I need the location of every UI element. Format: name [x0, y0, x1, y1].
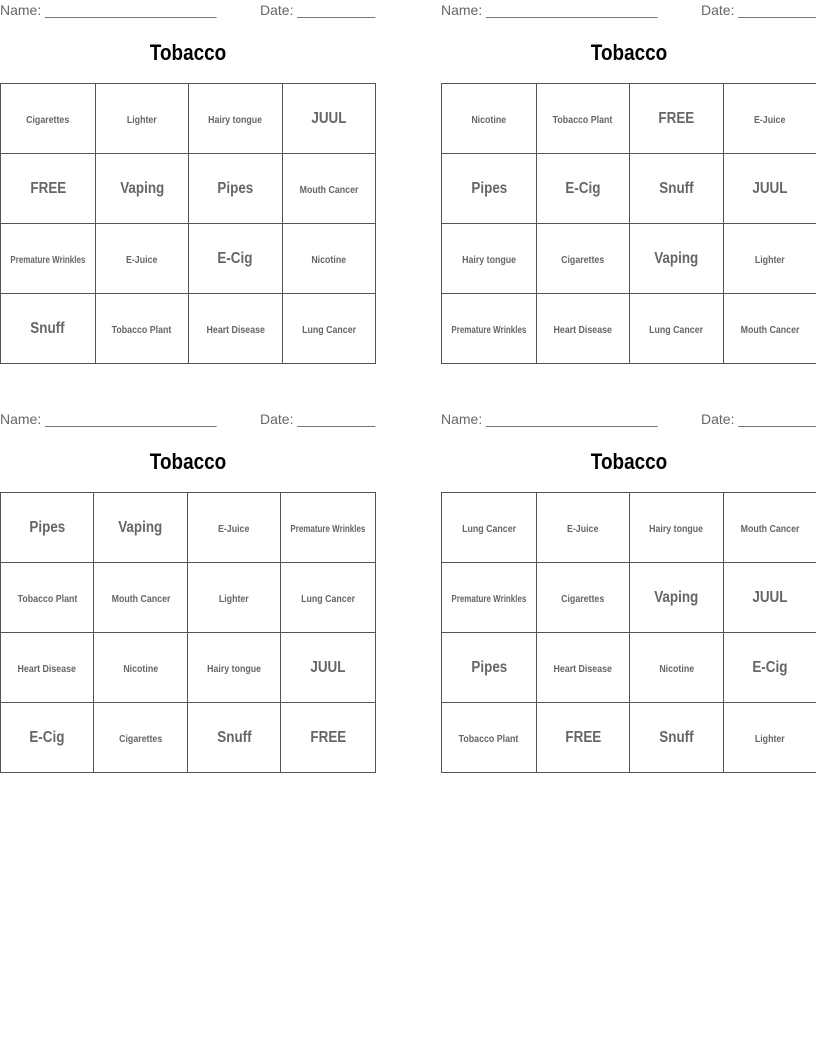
cell-label: Vaping [119, 179, 164, 197]
cell-label: E-Juice [754, 113, 786, 126]
bingo-cell [1, 563, 94, 633]
cell-label: E-Juice [218, 522, 250, 535]
bingo-cell [95, 224, 188, 294]
bingo-cell [723, 294, 816, 364]
bingo-cell [630, 703, 723, 773]
name-label: Name: [441, 411, 483, 427]
bingo-cell [536, 154, 629, 224]
date-line: __________ [297, 411, 376, 427]
name-line: ______________________ [45, 2, 217, 18]
grid-row [442, 84, 816, 154]
cell-label: Hairy tongue [461, 253, 516, 266]
cell-label: Pipes [470, 179, 507, 197]
bingo-cell [442, 154, 537, 224]
cell-label: Snuff [659, 728, 694, 746]
cell-label: Cigarettes [561, 253, 605, 266]
bingo-cell [1, 154, 96, 224]
grid-row [442, 633, 816, 703]
bingo-cell [630, 294, 723, 364]
bingo-cell [723, 633, 816, 703]
bingo-cell [536, 84, 629, 154]
cell-label: JUUL [752, 179, 788, 197]
grid-row [1, 84, 376, 154]
bingo-cell [630, 154, 723, 224]
cell-label: Lung Cancer [649, 323, 704, 336]
cell-label: Hairy tongue [208, 113, 263, 126]
cell-label: Vaping [654, 588, 699, 606]
bingo-cell [442, 84, 537, 154]
cell-label: E-Juice [567, 522, 599, 535]
bingo-cell [282, 224, 375, 294]
cell-label: Nicotine [658, 662, 694, 675]
grid-row [1, 154, 376, 224]
bingo-cell [536, 294, 629, 364]
cell-label: Tobacco Plant [112, 323, 172, 336]
bingo-card-4 [441, 409, 816, 789]
bingo-cell [1, 84, 96, 154]
bingo-cell [1, 493, 94, 563]
bingo-cell [442, 633, 537, 703]
bingo-cell [442, 294, 537, 364]
bingo-cell [723, 703, 816, 773]
name-line: ______________________ [45, 411, 217, 427]
cell-label: Cigarettes [26, 113, 70, 126]
bingo-cell [281, 493, 376, 563]
bingo-cell [442, 703, 537, 773]
cell-label: Snuff [216, 728, 252, 746]
cell-label: Snuff [659, 179, 694, 197]
grid-row [1, 294, 376, 364]
date-field [260, 2, 375, 18]
cell-label: E-Juice [126, 253, 158, 266]
grid-row [1, 703, 376, 773]
cell-label: Mouth Cancer [740, 323, 800, 336]
cell-label: Pipes [470, 658, 507, 676]
cell-label: Vaping [654, 249, 699, 267]
date-label: Date: [260, 411, 294, 427]
bingo-grid [0, 83, 376, 364]
cell-label: Mouth Cancer [299, 183, 359, 196]
date-label: Date: [701, 2, 735, 18]
bingo-cell [630, 563, 723, 633]
bingo-cell [536, 563, 629, 633]
bingo-grid [0, 492, 376, 773]
bingo-cell [187, 633, 280, 703]
cell-label: Lung Cancer [461, 522, 516, 535]
cell-label: FREE [29, 179, 66, 197]
bingo-cell [630, 633, 723, 703]
bingo-cell [189, 154, 282, 224]
cell-label: Tobacco Plant [459, 732, 519, 745]
grid-row [442, 563, 816, 633]
cell-label: Heart Disease [553, 662, 613, 675]
card-title: Tobacco [149, 449, 227, 474]
card-title: Tobacco [590, 40, 668, 65]
date-field [260, 411, 375, 427]
card-title: Tobacco [590, 449, 668, 474]
cell-label: FREE [565, 728, 601, 746]
grid-row [442, 493, 816, 563]
cell-label: Lighter [754, 732, 785, 745]
cell-label: Hairy tongue [207, 662, 261, 675]
card-header [0, 411, 376, 429]
cell-label: Mouth Cancer [111, 592, 171, 605]
cell-label: Tobacco Plant [17, 592, 78, 605]
bingo-cell [94, 633, 187, 703]
bingo-cell [187, 563, 280, 633]
bingo-cell [189, 294, 282, 364]
grid-row [1, 493, 376, 563]
cell-label: Premature Wrinkles [451, 324, 527, 336]
bingo-card-2 [441, 0, 816, 380]
date-label: Date: [701, 411, 735, 427]
date-line: __________ [738, 2, 816, 18]
name-field [0, 411, 216, 427]
bingo-cell [723, 563, 816, 633]
bingo-cell [723, 84, 816, 154]
cell-label: Cigarettes [119, 732, 163, 745]
bingo-cell [723, 493, 816, 563]
bingo-cell [442, 563, 537, 633]
cell-label: Heart Disease [206, 323, 265, 336]
date-label: Date: [260, 2, 294, 18]
bingo-cell [723, 154, 816, 224]
bingo-cell [630, 224, 723, 294]
cell-label: Nicotine [311, 253, 347, 266]
grid-row [442, 294, 816, 364]
bingo-grid [441, 492, 816, 773]
bingo-cell [1, 294, 96, 364]
cell-label: Heart Disease [553, 323, 613, 336]
card-header [441, 411, 816, 429]
grid-row [1, 633, 376, 703]
bingo-cell [282, 154, 375, 224]
bingo-cell [442, 493, 537, 563]
name-line: ______________________ [486, 411, 658, 427]
cell-label: JUUL [752, 588, 788, 606]
grid-row [1, 224, 376, 294]
cell-label: Snuff [30, 319, 66, 337]
bingo-cell [1, 224, 96, 294]
bingo-cell [94, 563, 187, 633]
cell-label: Cigarettes [561, 592, 605, 605]
cell-label: Mouth Cancer [740, 522, 800, 535]
name-field [441, 411, 657, 427]
cell-label: Lighter [219, 592, 249, 605]
bingo-cell [282, 84, 375, 154]
card-header [0, 2, 376, 20]
cell-label: Premature Wrinkles [451, 593, 527, 605]
bingo-cell [95, 84, 188, 154]
bingo-cell [187, 493, 280, 563]
cell-label: Tobacco Plant [553, 113, 613, 126]
cell-label: Lung Cancer [301, 592, 356, 605]
cell-label: Premature Wrinkles [10, 254, 86, 266]
cell-label: JUUL [311, 109, 347, 127]
bingo-cell [187, 703, 280, 773]
cell-label: Pipes [29, 518, 66, 536]
date-line: __________ [738, 411, 816, 427]
cell-label: E-Cig [217, 249, 253, 267]
card-header [441, 2, 816, 20]
bingo-cell [630, 84, 723, 154]
name-line: ______________________ [486, 2, 658, 18]
grid-row [1, 563, 376, 633]
bingo-grid [441, 83, 816, 364]
bingo-cell [94, 493, 187, 563]
date-line: __________ [297, 2, 376, 18]
name-label: Name: [441, 2, 483, 18]
bingo-cell [1, 633, 94, 703]
cell-label: Pipes [217, 179, 254, 197]
bingo-card-3 [0, 409, 376, 789]
cell-label: Nicotine [123, 662, 159, 675]
bingo-cell [281, 563, 376, 633]
cell-label: Heart Disease [18, 662, 77, 675]
bingo-cell [536, 703, 629, 773]
name-field [441, 2, 657, 18]
bingo-cell [281, 703, 376, 773]
date-field [701, 2, 816, 18]
bingo-cell [282, 294, 375, 364]
cell-label: Lighter [127, 113, 157, 126]
cell-label: FREE [310, 728, 347, 746]
grid-row [442, 703, 816, 773]
bingo-cell [189, 224, 282, 294]
cell-label: E-Cig [752, 658, 788, 676]
cell-label: Hairy tongue [649, 522, 704, 535]
bingo-cell [95, 154, 188, 224]
bingo-cell [536, 493, 629, 563]
bingo-card-1 [0, 0, 376, 380]
bingo-cell [536, 633, 629, 703]
grid-row [442, 224, 816, 294]
cell-label: E-Cig [29, 728, 65, 746]
bingo-cell [94, 703, 187, 773]
bingo-cell [281, 633, 376, 703]
cell-label: Vaping [118, 518, 163, 536]
bingo-cell [630, 493, 723, 563]
bingo-cell [189, 84, 282, 154]
bingo-cell [442, 224, 537, 294]
date-field [701, 411, 816, 427]
card-title: Tobacco [149, 40, 227, 65]
cell-label: JUUL [310, 658, 346, 676]
name-label: Name: [0, 411, 42, 427]
bingo-cell [723, 224, 816, 294]
cell-label: Lighter [754, 253, 785, 266]
bingo-cell [1, 703, 94, 773]
cell-label: Premature Wrinkles [290, 523, 366, 535]
bingo-cell [95, 294, 188, 364]
cell-label: Nicotine [471, 113, 507, 126]
name-label: Name: [0, 2, 42, 18]
cell-label: Lung Cancer [301, 323, 356, 336]
grid-row [442, 154, 816, 224]
cell-label: E-Cig [565, 179, 601, 197]
name-field [0, 2, 216, 18]
cell-label: FREE [658, 109, 695, 127]
bingo-cell [536, 224, 629, 294]
